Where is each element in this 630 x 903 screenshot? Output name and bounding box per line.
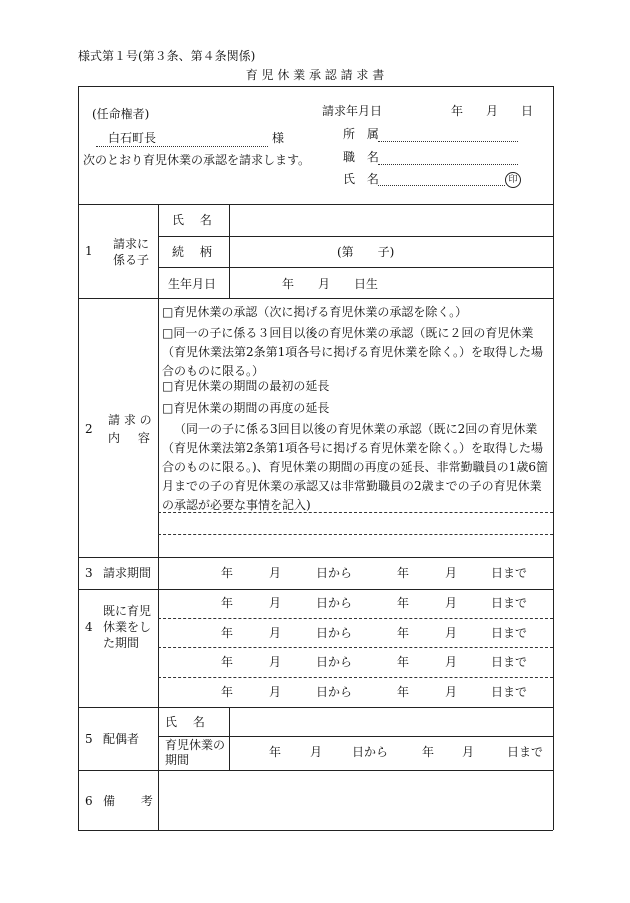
section3-number: 3 xyxy=(85,566,93,580)
child-relation-label: 続 柄 xyxy=(172,245,212,259)
section6-label: 備 考 xyxy=(103,794,153,808)
affiliation-field[interactable] xyxy=(378,141,518,142)
child-dob-value[interactable]: 年 月 日生 xyxy=(282,277,379,291)
spouse-period-label: 育児休業の期間 xyxy=(165,738,226,767)
remarks-field[interactable] xyxy=(159,771,552,829)
section1-number: 1 xyxy=(85,244,93,258)
name-label: 氏 名 xyxy=(343,172,379,186)
child-name-label: 氏 名 xyxy=(172,213,212,227)
page-title: 育 児 休 業 承 認 請 求 書 xyxy=(245,68,385,82)
circumstance-note: （同一の子に係る3回目以後の育児休業の承認（既に2回の育児休業（育児休業法第2条第1項各号に掲げる育児休業を除く。）を取得した場合のものに限る。)、育児休業の期間の再度の延長、非常勤職員の1歳6箇月までの子の育児休業の承認又は非常勤職員の2歳までの子の育児休業の承認が必要な事情を記入) xyxy=(162,422,548,512)
request-date-day: 日 xyxy=(521,104,534,118)
section4-label: 既に育児休業をした期間 xyxy=(103,604,152,650)
section5-number: 5 xyxy=(85,732,93,746)
sama-label: 様 xyxy=(272,131,285,145)
spouse-name-label: 氏 名 xyxy=(165,715,205,729)
seal-mark: 印 xyxy=(505,172,521,188)
section2-label-a: 請 求 の xyxy=(108,413,152,427)
section3-label: 請求期間 xyxy=(103,566,152,580)
appointer-label: (任命権者) xyxy=(92,107,150,121)
name-field[interactable] xyxy=(378,185,505,186)
section6-number: 6 xyxy=(85,794,93,808)
request-date-month: 月 xyxy=(486,104,499,118)
request-text: 次のとおり育児休業の承認を請求します。 xyxy=(83,153,311,167)
child-dob-label: 生年月日 xyxy=(168,277,217,291)
option-re-extension[interactable]: □育児休業の期間の再度の延長 xyxy=(162,401,330,415)
option-third-approval[interactable]: □同一の子に係る３回目以後の育児休業の承認（既に２回の育児休業（育児休業法第2条第1項各号に掲げる育児休業を除く。）を取得した場合のものに限る。） xyxy=(162,326,544,378)
request-date-label: 請求年月日 xyxy=(322,104,383,118)
section2-label-b: 内 容 xyxy=(108,431,150,445)
affiliation-label: 所 属 xyxy=(343,127,379,141)
position-label: 職 名 xyxy=(343,150,379,164)
option-approval[interactable]: □育児休業の承認（次に掲げる育児休業の承認を除く。） xyxy=(162,305,468,319)
child-relation-value[interactable]: (第 子) xyxy=(337,245,395,259)
option-first-extension[interactable]: □育児休業の期間の最初の延長 xyxy=(162,379,330,393)
section2-number: 2 xyxy=(85,422,93,436)
position-field[interactable] xyxy=(378,164,518,165)
request-date-year: 年 xyxy=(451,104,464,118)
section5-label: 配偶者 xyxy=(103,732,140,746)
section4-number: 4 xyxy=(85,620,93,634)
section1-label: 請求に係る子 xyxy=(113,237,150,267)
form-number: 様式第１号(第３条、第４条関係) xyxy=(78,49,256,63)
addressee[interactable]: 白石町長 xyxy=(108,131,157,145)
addressee-underline xyxy=(96,146,268,147)
